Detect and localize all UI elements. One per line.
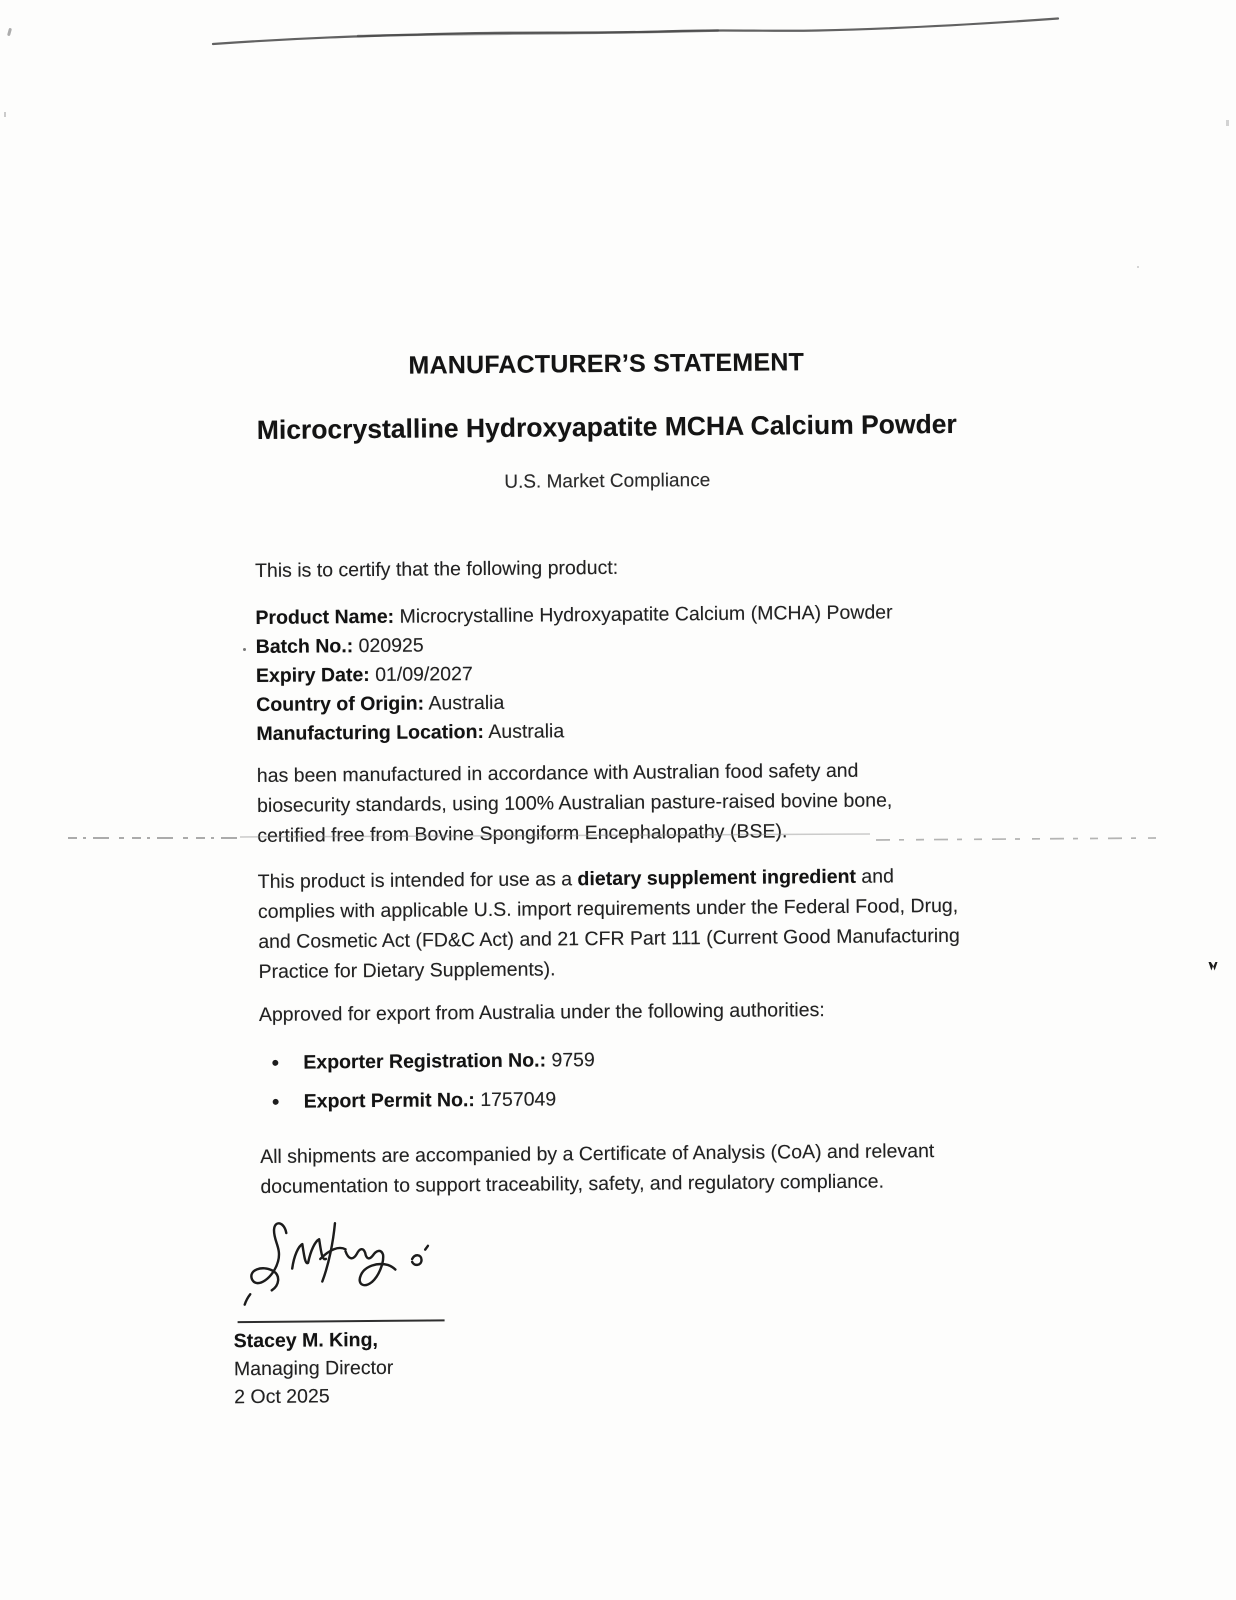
scan-speck [1137, 266, 1139, 268]
field-value: 020925 [358, 634, 424, 658]
list-item-exporter-registration [259, 1044, 965, 1076]
field-label: Manufacturing Location: [256, 721, 485, 745]
field-value: Australia [488, 720, 565, 743]
intended-bold: dietary supplement ingredient [577, 865, 857, 891]
signature-line [238, 1319, 445, 1323]
field-value: Microcrystalline Hydroxyapatite Calcium (MCHA) Powder [399, 601, 893, 628]
document-title: MANUFACTURER’S STATEMENT [408, 348, 805, 380]
certify-intro: This is to certify that the following product: [254, 556, 619, 582]
intended-before: This product is intended for use as a [257, 868, 578, 893]
product-title: Microcrystalline Hydroxyapatite MCHA Calcium Powder [256, 408, 957, 445]
scan-speck-v-mark [1208, 962, 1218, 971]
bullet-value: 9759 [551, 1049, 595, 1072]
signature-scribble [231, 1205, 447, 1312]
signature-block [233, 1201, 969, 1411]
product-field-name [255, 598, 961, 633]
scan-speck [7, 28, 12, 37]
scan-speck [243, 648, 246, 651]
document-content [233, 332, 968, 1411]
field-label: Expiry Date: [255, 663, 370, 687]
signatory-role: Managing Director [233, 1356, 394, 1381]
product-details [255, 598, 962, 749]
field-label: Country of Origin: [256, 692, 425, 716]
bullet-value: 1757049 [480, 1088, 557, 1112]
scan-speck [4, 112, 6, 117]
intended-after: and complies with applicable U.S. import requirements under the Federal Food, Drug, and Cosmetic Act (FD&C Act) and 21 CFR Part 111 (Current Good Manufacturing Practice for Dietary Supplements). [257, 865, 960, 983]
field-value: 01/09/2027 [375, 663, 473, 686]
approved-line: Approved for export from Australia under the following authorities: [258, 999, 825, 1026]
field-value: Australia [428, 691, 505, 715]
manufactured-paragraph: has been manufactured in accordance with Australian food safety and biosecurity standards, using 100% Australian pasture-raised bovine bone, certified free from Bovine Spongiform Encephalopathy (BSE). [256, 759, 893, 847]
compliance-subheading: U.S. Market Compliance [504, 470, 711, 493]
closing-paragraph: All shipments are accompanied by a Certificate of Analysis (CoA) and relevant documentation to support traceability, safety, and regulatory compliance. [260, 1140, 935, 1198]
list-item-export-permit [260, 1083, 966, 1115]
scan-artifact-top-line [208, 10, 1064, 50]
bullet-icon [272, 1060, 278, 1066]
bullet-label: Exporter Registration No.: [303, 1049, 547, 1074]
scan-speck [1226, 120, 1229, 126]
bullet-label: Export Permit No.: [303, 1089, 475, 1113]
bullet-icon [273, 1099, 279, 1105]
field-label: Product Name: [255, 605, 395, 629]
field-label: Batch No.: [255, 635, 354, 658]
signature-date: 2 Oct 2025 [234, 1385, 330, 1409]
product-field-location [256, 714, 962, 749]
signatory-name: Stacey M. King, [233, 1328, 378, 1353]
intended-use-paragraph [258, 861, 965, 987]
authorities-list [259, 1044, 966, 1115]
